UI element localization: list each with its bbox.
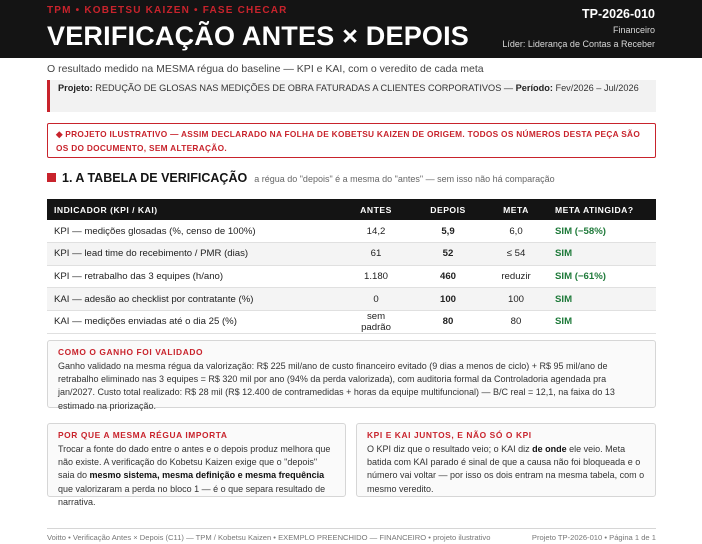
col-target: META: [491, 199, 541, 220]
cell-before: 0: [347, 288, 405, 311]
cell-after: 100: [405, 288, 491, 311]
cell-indicator: KPI — retrabalho das 3 equipes (h/ano): [47, 265, 347, 288]
cell-achieved: SIM: [541, 288, 656, 311]
kpi-kai-text: [367, 443, 645, 496]
same-ruler-text-part: Trocar a fonte do dado entre o antes e o depois produz melhora que não existe. A verificação do Kobetsu Kaizen exige que o "depois" saia do: [58, 444, 331, 481]
col-after: DEPOIS: [405, 199, 491, 220]
cell-indicator: KPI — lead time do recebimento / PMR (dias): [47, 243, 347, 266]
period-label: Período:: [515, 83, 553, 93]
page-header: [0, 0, 702, 58]
cell-target: ≤ 54: [491, 243, 541, 266]
same-ruler-emphasis: mesmo sistema, mesma definição e mesma frequência: [89, 470, 325, 481]
section-note: a régua do "depois" é a mesma do "antes" — sem isso não há comparação: [254, 174, 555, 184]
section-title: 1. A TABELA DE VERIFICAÇÃO: [62, 171, 248, 185]
kpi-kai-heading: KPI E KAI JUNTOS, E NÃO SÓ O KPI: [367, 430, 532, 440]
kpi-kai-text-part: ele veio. Meta batida com KAI parado é sinal de que a causa não foi bloqueada e o número vai voltar — por isso os dois entram na mesma tabela, com o mesmo veredito.: [367, 444, 645, 494]
cell-indicator: KPI — medições glosadas (%, censo de 100%): [47, 220, 347, 243]
table-row: [47, 310, 656, 333]
cell-achieved: SIM: [541, 243, 656, 266]
cell-before: 1.180: [347, 265, 405, 288]
col-before: ANTES: [347, 199, 405, 220]
gain-validation-box: [47, 340, 656, 411]
cell-achieved: SIM (−61%): [541, 265, 656, 288]
gain-text: Ganho validado na mesma régua da valorização: R$ 225 mil/ano de custo financeiro evitado (9 dias a menos de ciclo) + R$ 95 mil/ano de retrabalho eliminado nas 3 equipes = R$ 320 mil por ano (94% da perda valorizada), com auditoria formal da Controladoria agendada pra jan/2027. Custo total realizado: R$ 28 mil (R$ 12.400 de contramedidas + horas da equipe multifuncional) — B/C real = 12,1, na faixa do 13 estimado na priorização.: [58, 361, 615, 411]
table-row: [47, 220, 656, 243]
project-leader: Líder: Liderança de Contas a Receber: [502, 39, 655, 49]
section-heading: [47, 171, 555, 185]
cell-before: 14,2: [347, 220, 405, 243]
footer-divider: [47, 528, 656, 529]
table-row: [47, 243, 656, 266]
kpi-kai-text-part: O KPI diz que o resultado veio; o KAI diz: [367, 444, 533, 454]
cell-achieved: SIM: [541, 310, 656, 333]
project-name: REDUÇÃO DE GLOSAS NAS MEDIÇÕES DE OBRA FATURADAS A CLIENTES CORPORATIVOS —: [95, 83, 514, 93]
cell-after: 80: [405, 310, 491, 333]
project-banner: [47, 80, 656, 112]
footer-right: Projeto TP-2026-010 • Página 1 de 1: [531, 533, 656, 542]
cell-after: 460: [405, 265, 491, 288]
cell-after: 52: [405, 243, 491, 266]
same-ruler-box: [47, 423, 346, 507]
footer-left: Voitto • Verificação Antes × Depois (C11) — TPM / Kobetsu Kaizen • EXEMPLO PREENCHIDO — FINANCEIRO • projeto ilustrativo: [47, 533, 491, 542]
illustrative-warning: ◆ PROJETO ILUSTRATIVO — ASSIM DECLARADO NA FOLHA DE KOBETSU KAIZEN DE ORIGEM. TODOS OS NÚMEROS DESTA PEÇA SÃO OS DO DOCUMENTO, SEM ALTERAÇÃO.: [47, 123, 656, 158]
cell-indicator: KAI — adesão ao checklist por contratante (%): [47, 288, 347, 311]
col-achieved: META ATINGIDA?: [541, 199, 656, 220]
department: Financeiro: [612, 25, 655, 35]
header-kicker: TPM • KOBETSU KAIZEN • FASE CHECAR: [47, 5, 288, 16]
project-label: Projeto:: [58, 83, 93, 93]
table-row: [47, 265, 656, 288]
cell-before: 61: [347, 243, 405, 266]
page-title: VERIFICAÇÃO ANTES × DEPOIS: [47, 21, 470, 51]
cell-target: 6,0: [491, 220, 541, 243]
kpi-kai-emphasis: de onde: [532, 444, 567, 454]
verification-table: [47, 199, 656, 334]
table-header-row: [47, 199, 656, 220]
cell-target: reduzir: [491, 265, 541, 288]
same-ruler-heading: POR QUE A MESMA RÉGUA IMPORTA: [58, 430, 228, 440]
cell-target: 100: [491, 288, 541, 311]
section-square-icon: [47, 173, 56, 182]
table-row: [47, 288, 656, 311]
project-code: TP-2026-010: [582, 7, 655, 21]
col-indicator: INDICADOR (KPI / KAI): [47, 199, 347, 220]
cell-target: 80: [491, 310, 541, 333]
kpi-kai-box: [356, 423, 656, 497]
gain-heading: COMO O GANHO FOI VALIDADO: [58, 347, 204, 357]
same-ruler-text: [58, 443, 335, 509]
same-ruler-text-part: que valorizaram a perda no bloco 1 — é o que separa resultado de narrativa.: [58, 483, 326, 507]
cell-indicator: KAI — medições enviadas até o dia 25 (%): [47, 310, 347, 333]
cell-achieved: SIM (−58%): [541, 220, 656, 243]
project-period: Fev/2026 – Jul/2026: [555, 83, 639, 93]
page-subtitle: O resultado medido na MESMA régua do baseline — KPI e KAI, com o veredito de cada meta: [47, 63, 484, 75]
cell-after: 5,9: [405, 220, 491, 243]
cell-before: sem padrão: [347, 310, 405, 333]
